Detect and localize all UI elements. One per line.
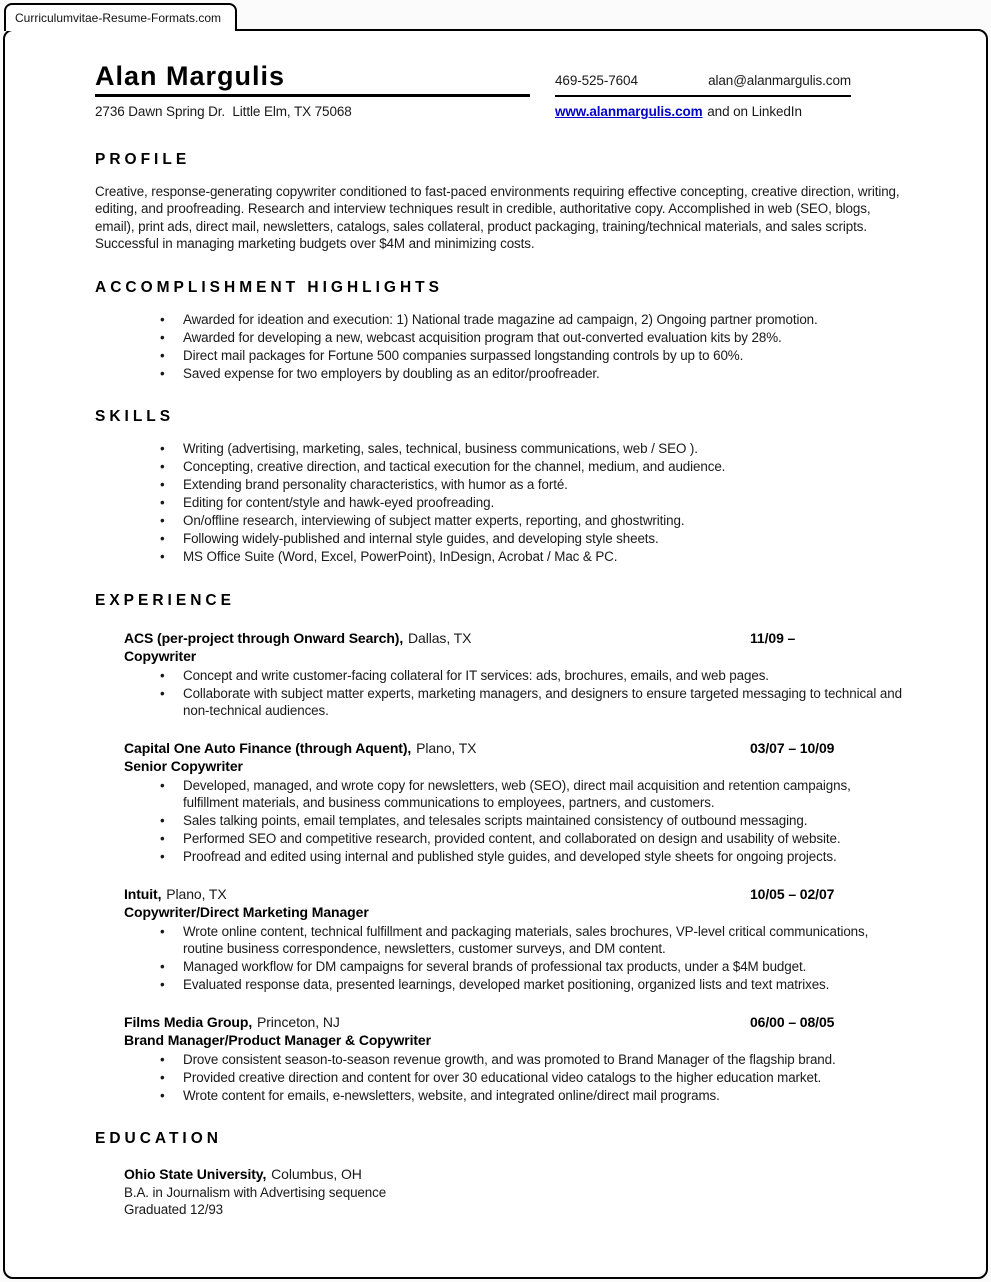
postal-address: 2736 Dawn Spring Dr. Little Elm, TX 75068 — [95, 104, 352, 119]
list-item: • Managed workflow for DM campaigns for several brands of professional tax products, under a $4M budget. — [124, 958, 905, 976]
list-item: • Direct mail packages for Fortune 500 companies surpassed longstanding controls by up to 60%. — [95, 347, 905, 365]
list-item: • Drove consistent season-to-season revenue growth, and was promoted to Brand Manager of the flagship brand. — [124, 1051, 905, 1069]
list-item: • Extending brand personality characteristics, with humor as a forté. — [95, 476, 905, 494]
list-item: • Editing for content/style and hawk-eyed proofreading. — [95, 494, 905, 512]
list-item: • Concepting, creative direction, and tactical execution for the channel, medium, and audience. — [95, 458, 905, 476]
resume-subheader — [95, 103, 905, 121]
degree-line: B.A. in Journalism with Advertising sequence — [124, 1184, 387, 1200]
job-bullet-list — [124, 667, 905, 720]
list-item: • Awarded for developing a new, webcast acquisition program that out-converted evaluation kits by 28%. — [95, 329, 905, 347]
company-location: Dallas, TX — [408, 629, 472, 646]
list-item: • Sales talking points, email templates, and telesales scripts maintained consistency of outbound messaging. — [124, 812, 905, 830]
employment-dates: 10/05 – 02/07 — [750, 885, 835, 902]
skills-list — [95, 440, 905, 566]
employment-dates: 11/09 – — [750, 629, 796, 646]
list-item: • On/offline research, interviewing of subject matter experts, reporting, and ghostwriting. — [95, 512, 905, 530]
section-title-skills: SKILLS — [95, 408, 175, 425]
experience-entry — [124, 885, 905, 994]
employment-dates: 03/07 – 10/09 — [750, 739, 835, 756]
list-item: • Awarded for ideation and execution: 1) National trade magazine ad campaign, 2) Ongoing partner promotion. — [95, 311, 905, 329]
list-item: • Evaluated response data, presented learnings, developed market positioning, organized lists and text matrixes. — [124, 976, 905, 994]
list-item: • Developed, managed, and wrote copy for newsletters, web (SEO), direct mail acquisition and retention campaigns, fulfillment materials, and business communications to employees, partners, and customers. — [124, 777, 905, 812]
job-bullet-list — [124, 923, 905, 994]
site-tab[interactable]: Curriculumvitae-Resume-Formats.com — [4, 3, 237, 31]
section-title-experience: EXPERIENCE — [95, 591, 235, 609]
company-name: Capital One Auto Finance (through Aquent), — [124, 739, 412, 756]
company-name: ACS (per-project through Onward Search), — [124, 629, 404, 646]
list-item: • Provided creative direction and content for over 30 educational video catalogs to the higher education market. — [124, 1069, 905, 1087]
phone-number: 469-525-7604 — [555, 72, 638, 88]
resume-header — [95, 61, 905, 97]
list-item: • Concept and write customer-facing collateral for IT services: ads, brochures, emails, and web pages. — [124, 667, 905, 685]
job-title: Brand Manager/Product Manager & Copywriter — [124, 1032, 431, 1048]
profile-paragraph: Creative, response-generating copywriter conditioned to fast-paced environments requiring effective concepting, creative direction, writing, editing, and proofreading. Research and interview techniques result in credible, authoritative copy. Accomplished in web (SEO, blogs, email), print ads, direct mail, newsletters, catalogs, sales collateral, product packaging, training/technical materials, and sales scripts. Successful in managing marketing budgets over $4M and minimizing costs. — [95, 183, 900, 251]
website-link[interactable]: www.alanmargulis.com — [555, 104, 703, 119]
section-title-profile: PROFILE — [95, 150, 191, 168]
job-title: Senior Copywriter — [124, 758, 243, 774]
company-location: Princeton, NJ — [257, 1013, 340, 1030]
list-item: • MS Office Suite (Word, Excel, PowerPoint), InDesign, Acrobat / Mac & PC. — [95, 548, 905, 566]
company-location: Plano, TX — [166, 885, 227, 902]
list-item: • Wrote content for emails, e-newsletters, website, and integrated online/direct mail programs. — [124, 1087, 905, 1105]
experience-entry — [124, 739, 905, 866]
accomplishments-list — [95, 311, 905, 383]
company-name: Intuit, — [124, 885, 162, 902]
employment-dates: 06/00 – 08/05 — [750, 1013, 835, 1030]
linkedin-note: and on LinkedIn — [707, 104, 802, 119]
list-item: • Performed SEO and competitive research, provided content, and collaborated on design and usability of website. — [124, 830, 905, 848]
experience-entry — [124, 1013, 905, 1105]
job-bullet-list — [124, 1051, 905, 1105]
resume-document — [5, 31, 986, 1277]
job-title: Copywriter/Direct Marketing Manager — [124, 904, 369, 920]
education-entry — [124, 1165, 905, 1219]
list-item: • Following widely-published and internal style guides, and developing style sheets. — [95, 530, 905, 548]
resume-name: Alan Margulis — [95, 61, 530, 97]
website-line — [555, 103, 855, 121]
list-item: • Saved expense for two employers by doubling as an editor/proofreader. — [95, 365, 905, 383]
school-name: Ohio State University, — [124, 1166, 267, 1182]
list-item: • Collaborate with subject matter experts, marketing managers, and designers to ensure targeted messaging to technical and non-technical audiences. — [124, 685, 905, 720]
list-item: • Proofread and edited using internal and published style guides, and developed style sheets for ongoing projects. — [124, 848, 905, 866]
section-title-accomplishments: ACCOMPLISHMENT HIGHLIGHTS — [95, 278, 443, 296]
email-address: alan@alanmargulis.com — [708, 72, 851, 88]
job-title: Copywriter — [124, 648, 197, 664]
graduation-line: Graduated 12/93 — [124, 1202, 224, 1217]
list-item: • Writing (advertising, marketing, sales, technical, business communications, web / SEO ). — [95, 440, 905, 458]
school-location: Columbus, OH — [271, 1166, 362, 1182]
section-title-education: EDUCATION — [95, 1130, 222, 1147]
company-name: Films Media Group, — [124, 1013, 253, 1030]
experience-entry — [124, 629, 905, 720]
list-item: • Wrote online content, technical fulfillment and packaging materials, sales brochures, VP-level critical communications, routine business correspondence, newsletters, customer surveys, and DM content. — [124, 923, 905, 958]
contact-line — [555, 72, 851, 98]
job-bullet-list — [124, 777, 905, 866]
company-location: Plano, TX — [416, 739, 477, 756]
